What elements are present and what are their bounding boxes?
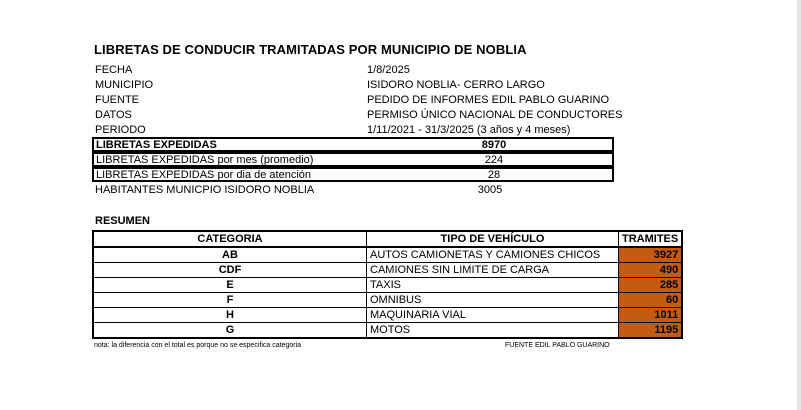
table-row <box>93 308 682 323</box>
cell-categoria: AB <box>93 247 367 263</box>
summary-box-expedidas <box>92 137 614 152</box>
summary-value-habitantes: 3005 <box>477 184 503 196</box>
cell-vehiculo: TAXIS <box>367 278 619 293</box>
table-row <box>93 293 682 308</box>
summary-value: 8970 <box>481 139 507 151</box>
cell-tramites: 1011 <box>619 308 683 323</box>
summary-label: LIBRETAS EXPEDIDAS por dia de atención <box>96 169 312 181</box>
summary-box-por-dia <box>92 167 614 182</box>
cell-vehiculo: CAMIONES SIN LIMITE DE CARGA <box>367 263 619 278</box>
info-label-municipio: MUNICIPIO <box>95 79 154 91</box>
info-label-fecha: FECHA <box>95 64 133 76</box>
cell-categoria: H <box>93 308 367 323</box>
footnote: nota: la diferencia con el total es porque no se especifica categoria <box>94 342 302 349</box>
cell-tramites: 1195 <box>619 323 683 339</box>
cell-categoria: G <box>93 323 367 339</box>
resumen-heading: RESUMEN <box>95 215 151 227</box>
table-row <box>93 323 682 339</box>
header-tipo-vehiculo: TIPO DE VEHÍCULO <box>367 231 619 247</box>
header-categoria: CATEGORIA <box>93 231 367 247</box>
source-credit: FUENTE EDIL PABLO GUARINO <box>505 342 610 349</box>
table-row <box>93 263 682 278</box>
cell-categoria: F <box>93 293 367 308</box>
info-label-datos: DATOS <box>95 109 132 121</box>
cell-categoria: E <box>93 278 367 293</box>
summary-label: LIBRETAS EXPEDIDAS <box>96 139 217 151</box>
cell-tramites: 490 <box>619 263 683 278</box>
summary-label: LIBRETAS EXPEDIDAS por mes (promedio) <box>96 154 314 166</box>
info-label-fuente: FUENTE <box>95 94 139 106</box>
table-row <box>93 247 682 263</box>
info-value-periodo: 1/11/2021 - 31/3/2025 (3 años y 4 meses) <box>367 124 571 136</box>
table-row <box>93 278 682 293</box>
summary-value: 224 <box>484 154 504 166</box>
page-edge <box>797 0 801 410</box>
cell-tramites: 3927 <box>619 247 683 263</box>
cell-vehiculo: AUTOS CAMIONETAS Y CAMIONES CHICOS <box>367 247 619 263</box>
cell-categoria: CDF <box>93 263 367 278</box>
cell-vehiculo: MAQUINARIA VIAL <box>367 308 619 323</box>
cell-tramites: 60 <box>619 293 683 308</box>
info-value-fuente: PEDIDO DE INFORMES EDIL PABLO GUARINO <box>367 94 610 106</box>
cell-vehiculo: OMNIBUS <box>367 293 619 308</box>
cell-vehiculo: MOTOS <box>367 323 619 339</box>
resumen-table <box>92 230 683 339</box>
document-title: LIBRETAS DE CONDUCIR TRAMITADAS POR MUNICIPIO DE NOBLIA <box>94 42 527 57</box>
info-value-municipio: ISIDORO NOBLIA- CERRO LARGO <box>367 79 545 91</box>
header-tramites: TRAMITES <box>619 231 683 247</box>
summary-label-habitantes: HABITANTES MUNICPIO ISIDORO NOBLIA <box>95 184 315 196</box>
info-value-fecha: 1/8/2025 <box>367 64 410 76</box>
table-header-row <box>93 231 682 247</box>
info-label-periodo: PERIODO <box>95 124 146 136</box>
summary-value: 28 <box>487 169 501 181</box>
cell-tramites: 285 <box>619 278 683 293</box>
info-value-datos: PERMISO ÚNICO NACIONAL DE CONDUCTORES <box>367 109 623 121</box>
summary-box-por-mes <box>92 152 614 167</box>
